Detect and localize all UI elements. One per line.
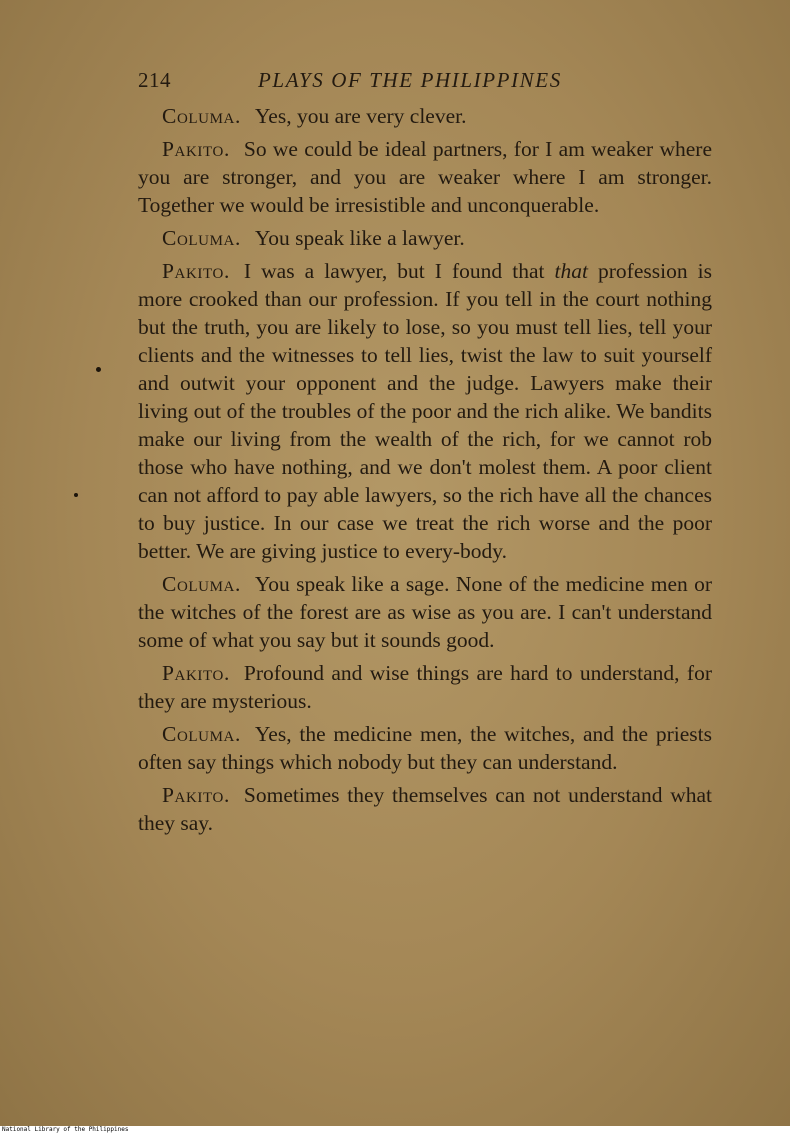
- page-text-block: [138, 68, 712, 842]
- dialogue-line: [138, 570, 712, 654]
- speaker-name: Pakito.: [162, 783, 230, 807]
- speaker-name: Pakito.: [162, 137, 230, 161]
- speaker-name: Pakito.: [162, 259, 230, 283]
- speech-text: You speak like a lawyer.: [254, 226, 465, 250]
- running-head: [138, 68, 712, 102]
- speaker-name: Pakito.: [162, 661, 230, 685]
- emphasized-word: that: [554, 259, 588, 283]
- speech-text: You speak like a sage. None of the medicine men or the witches of the forest are as wise as you are. I can't understand some of what you say but it sounds good.: [138, 572, 712, 652]
- dialogue-line: [138, 135, 712, 219]
- speech-text: profession is more crooked than our profession. If you tell in the court nothing but the truth, you are likely to lose, so you must tell lies, tell your clients and the witnesses to tell lies, twist the law to suit yourself and outwit your opponent and the judge. Lawyers make their living out of the troubles of the poor and the rich alike. We bandits make our living from the wealth of the rich, for we cannot rob those who have nothing, and we don't molest them. A poor client can not afford to pay able lawyers, so the rich have all the chances to buy justice. In our case we treat the rich worse and the poor better. We are giving justice to every-body.: [138, 259, 712, 563]
- speaker-name: Columa.: [162, 226, 241, 250]
- book-title: PLAYS OF THE PHILIPPINES: [258, 68, 562, 92]
- speech-text: I was a lawyer, but I found that: [243, 259, 555, 283]
- dialogue-line: [138, 720, 712, 776]
- page-number: 214: [138, 68, 171, 92]
- ink-speck: [96, 367, 101, 372]
- ink-speck: [74, 493, 78, 497]
- speech-text: So we could be ideal partners, for I am weaker where you are stronger, and you are weaker where I am stronger. Together we would be irresistible and unconquerable.: [138, 137, 712, 217]
- dialogue-line: [138, 102, 712, 130]
- speaker-name: Columa.: [162, 104, 241, 128]
- speech-text: Yes, the medicine men, the witches, and the priests often say things which nobody but they can understand.: [138, 722, 712, 774]
- speaker-name: Columa.: [162, 722, 241, 746]
- dialogue-line: [138, 224, 712, 252]
- dialogue-line: [138, 659, 712, 715]
- speech-text: Profound and wise things are hard to understand, for they are mysterious.: [138, 661, 712, 713]
- dialogue-line: [138, 257, 712, 565]
- speaker-name: Columa.: [162, 572, 241, 596]
- speech-text: Sometimes they themselves can not understand what they say.: [138, 783, 712, 835]
- library-credit: National Library of the Philippines: [2, 1126, 129, 1133]
- speech-text: Yes, you are very clever.: [254, 104, 467, 128]
- dialogue-line: [138, 781, 712, 837]
